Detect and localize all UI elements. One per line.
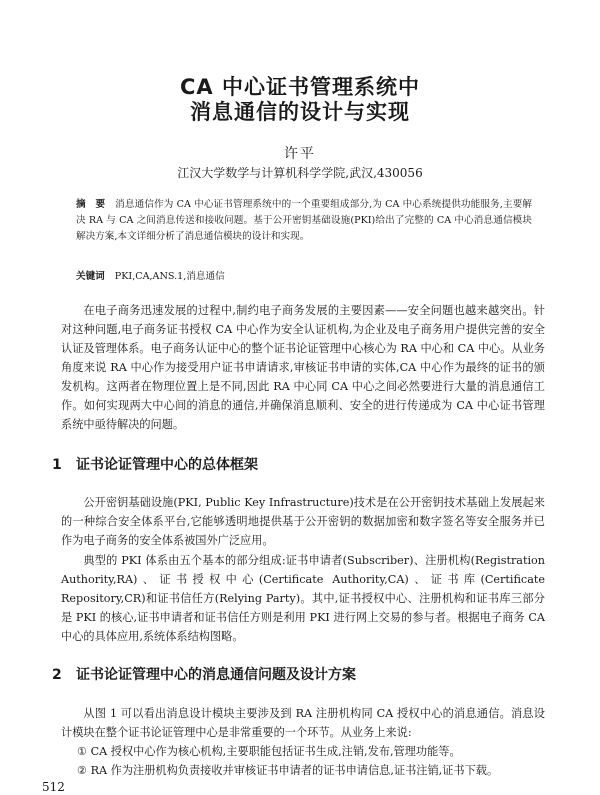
section-2-heading <box>52 665 552 685</box>
keywords-label: 关键词 <box>76 271 105 282</box>
list-item-1: ① CA 授权中心作为核心机构,主要职能包括证书生成,注销,发布,管理功能等。 <box>77 745 461 758</box>
section-2-paragraph-1: 从图 1 可以看出消息设计模块主要涉及到 RA 注册机构同 CA 授权中心的消息通信。消息设计模块在整个证书论证管理中心是非常重要的一个环节。从业务上来说: <box>61 707 545 739</box>
author-affiliation: 江汉大学数学与计算机科学学院,武汉,430056 <box>177 166 423 180</box>
section-1-paragraph-1: 公开密钥基础设施(PKI, Public Key Infrastructure)技术是在公开密钥技术基础上发展起来的一种综合安全体系平台,它能够透明地提供基于公开密钥的数据加密和数字签名等安全服务并已作为电子商务的安全体系被国外广泛应用。 <box>61 496 545 547</box>
paper-title-line-1: CA 中心证书管理系统中 <box>180 75 420 99</box>
section-1-number: 1 <box>52 457 62 473</box>
section-1-heading <box>52 455 552 475</box>
section-1-title: 证书论证管理中心的总体框架 <box>76 457 258 473</box>
list-item-2: ② RA 作为注册机构负责接收并审核证书申请者的证书申请信息,证书注销,证书下载。 <box>77 764 499 777</box>
section-2-title: 证书论证管理中心的消息通信问题及设计方案 <box>76 667 356 683</box>
abstract <box>76 197 532 245</box>
page-number: 512 <box>42 780 65 794</box>
section-2-number: 2 <box>52 667 62 683</box>
abstract-label: 摘 要 <box>76 199 106 210</box>
author-name: 许平 <box>284 146 316 162</box>
intro-paragraph: 在电子商务迅速发展的过程中,制约电子商务发展的主要因素——安全问题也越来越突出。针对这种问题,电子商务证书授权 CA 中心作为安全认证机构,为企业及电子商务用户提供完善的安全认证及管理体系。电子商务认证中心的整个证书论证管理中心核心为 RA 中心和 CA 中心。从业务角度来说 RA 中心作为接受用户证书申请请求,审核证书申请的实体,CA 中心作为最终的证书的颁发机构。这两者在物理位置上是不同,因此 RA 中心同 CA 中心之间必然要进行大量的消息通信工作。如何实现两大中心间的消息的通信,并确保消息顺利、安全的进行传递成为 CA 中心证书管理系统中亟待解决的问题。 <box>61 304 545 431</box>
keywords-text: PKI,CA,ANS.1,消息通信 <box>114 271 225 282</box>
paper-title-line-2: 消息通信的设计与实现 <box>190 100 410 124</box>
keywords <box>76 269 532 285</box>
section-1-paragraph-2: 典型的 PKI 体系由五个基本的部分组成:证书申请者(Subscriber)、注册机构(Registration Authority,RA)、证书授权中心(Certificate Authority,CA)、证书库(Certificate Repository,CR)和证书信任方(Relying Party)。其中,证书授权中心、注册机构和证书库三部分是 PKI 的核心,证书申请者和证书信任方则是利用 PKI 进行网上交易的参与者。根据电子商务 CA 中心的具体应用,系统体系结构图略。 <box>61 554 545 643</box>
abstract-text: 消息通信作为 CA 中心证书管理系统中的一个重要组成部分,为 CA 中心系统提供功能服务,主要解决 RA 与 CA 之间消息传送和接收问题。基于公开密钥基础设施(PKI)给出了完整的 CA 中心消息通信模块解决方案,本文详细分析了消息通信模块的设计和实现。 <box>76 199 533 242</box>
